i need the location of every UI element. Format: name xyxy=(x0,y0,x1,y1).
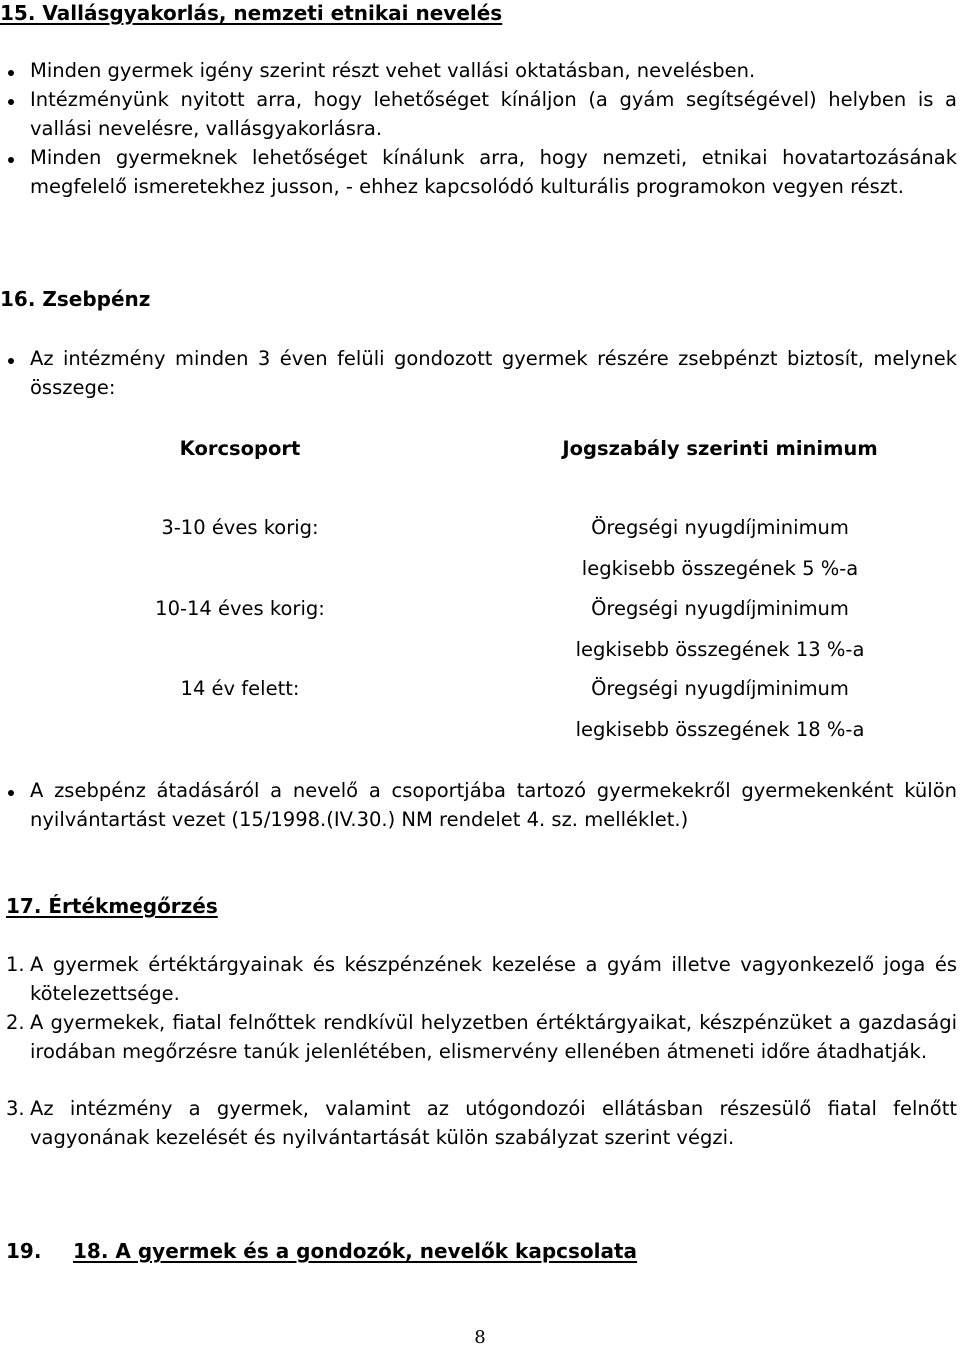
bullet-icon xyxy=(8,70,14,76)
section-17-item-1: A gyermek értéktárgyainak és készpénzének kezelése a gyám illetve vagyonkezelő joga és kötelezettsége. xyxy=(30,953,957,1005)
table-header-age-group: Korcsoport xyxy=(179,437,301,460)
section-17-item-3: Az intézmény a gyermek, valamint az utógondozói ellátásban részesülő fiatal felnőtt vagyonának kezelését és nyilvántartását külön szabályzat szerint végzi. xyxy=(30,1097,957,1149)
bullet-icon xyxy=(8,358,14,364)
table-cell-group: 10-14 éves korig: xyxy=(155,597,325,620)
section-15-bullet-1: Minden gyermek igény szerint részt vehet vallási oktatásban, nevelésben. xyxy=(30,59,756,82)
section-16-after: A zsebpénz átadásáról a nevelő a csoportjába tartozó gyermekekről gyermekenként külön nyilvántartást vezet (15/1998.(IV.30.) NM rendelet 4. sz. melléklet.) xyxy=(30,779,957,831)
list-number: 3. xyxy=(6,1097,25,1120)
table-cell-minimum-line1: Öregségi nyugdíjminimum xyxy=(591,597,849,620)
table-cell-minimum-line1: Öregségi nyugdíjminimum xyxy=(591,516,849,539)
table-cell-group: 3-10 éves korig: xyxy=(161,516,319,539)
table-cell-minimum-line1: Öregségi nyugdíjminimum xyxy=(591,677,849,700)
bullet-icon xyxy=(8,99,14,105)
section-16-intro: Az intézmény minden 3 éven felüli gondozott gyermek részére zsebpénzt biztosít, melynek összege: xyxy=(30,347,957,399)
table-cell-group: 14 év felett: xyxy=(180,677,300,700)
list-number: 1. xyxy=(6,953,25,976)
page-number: 8 xyxy=(474,1327,486,1348)
table-cell-minimum-line2: legkisebb összegének 5 %-a xyxy=(581,557,859,580)
section-17-heading: 17. Értékmegőrzés xyxy=(6,894,218,918)
bullet-icon xyxy=(8,790,14,796)
section-15-bullet-3: Minden gyermeknek lehetőséget kínálunk arra, hogy nemzeti, etnikai hovatartozásának megfelelő ismeretekhez jusson, - ehhez kapcsolódó kulturális programokon vegyen részt. xyxy=(30,146,957,198)
table-cell-minimum-line2: legkisebb összegének 18 %-a xyxy=(575,718,865,741)
section-15-bullet-2: Intézményünk nyitott arra, hogy lehetőséget kínáljon (a gyám segítségével) helyben is a vallási nevelésre, vallásgyakorlásra. xyxy=(30,88,957,140)
section-15-heading: 15. Vallásgyakorlás, nemzeti etnikai nevelés xyxy=(0,1,503,25)
section-18-number: 19. xyxy=(6,1239,42,1263)
table-header-minimum: Jogszabály szerinti minimum xyxy=(562,437,878,460)
list-number: 2. xyxy=(6,1011,25,1034)
section-16-heading: 16. Zsebpénz xyxy=(0,287,151,311)
bullet-icon xyxy=(8,157,14,163)
section-17-item-2: A gyermekek, fiatal felnőttek rendkívül helyzetben értéktárgyaikat, készpénzüket a gazdasági irodában megőrzésre tanúk jelenlétében, elismervény ellenében átmeneti időre átadhatják. xyxy=(30,1011,957,1063)
section-18-heading: 18. A gyermek és a gondozók, nevelők kapcsolata xyxy=(73,1239,638,1263)
table-cell-minimum-line2: legkisebb összegének 13 %-a xyxy=(575,638,865,661)
